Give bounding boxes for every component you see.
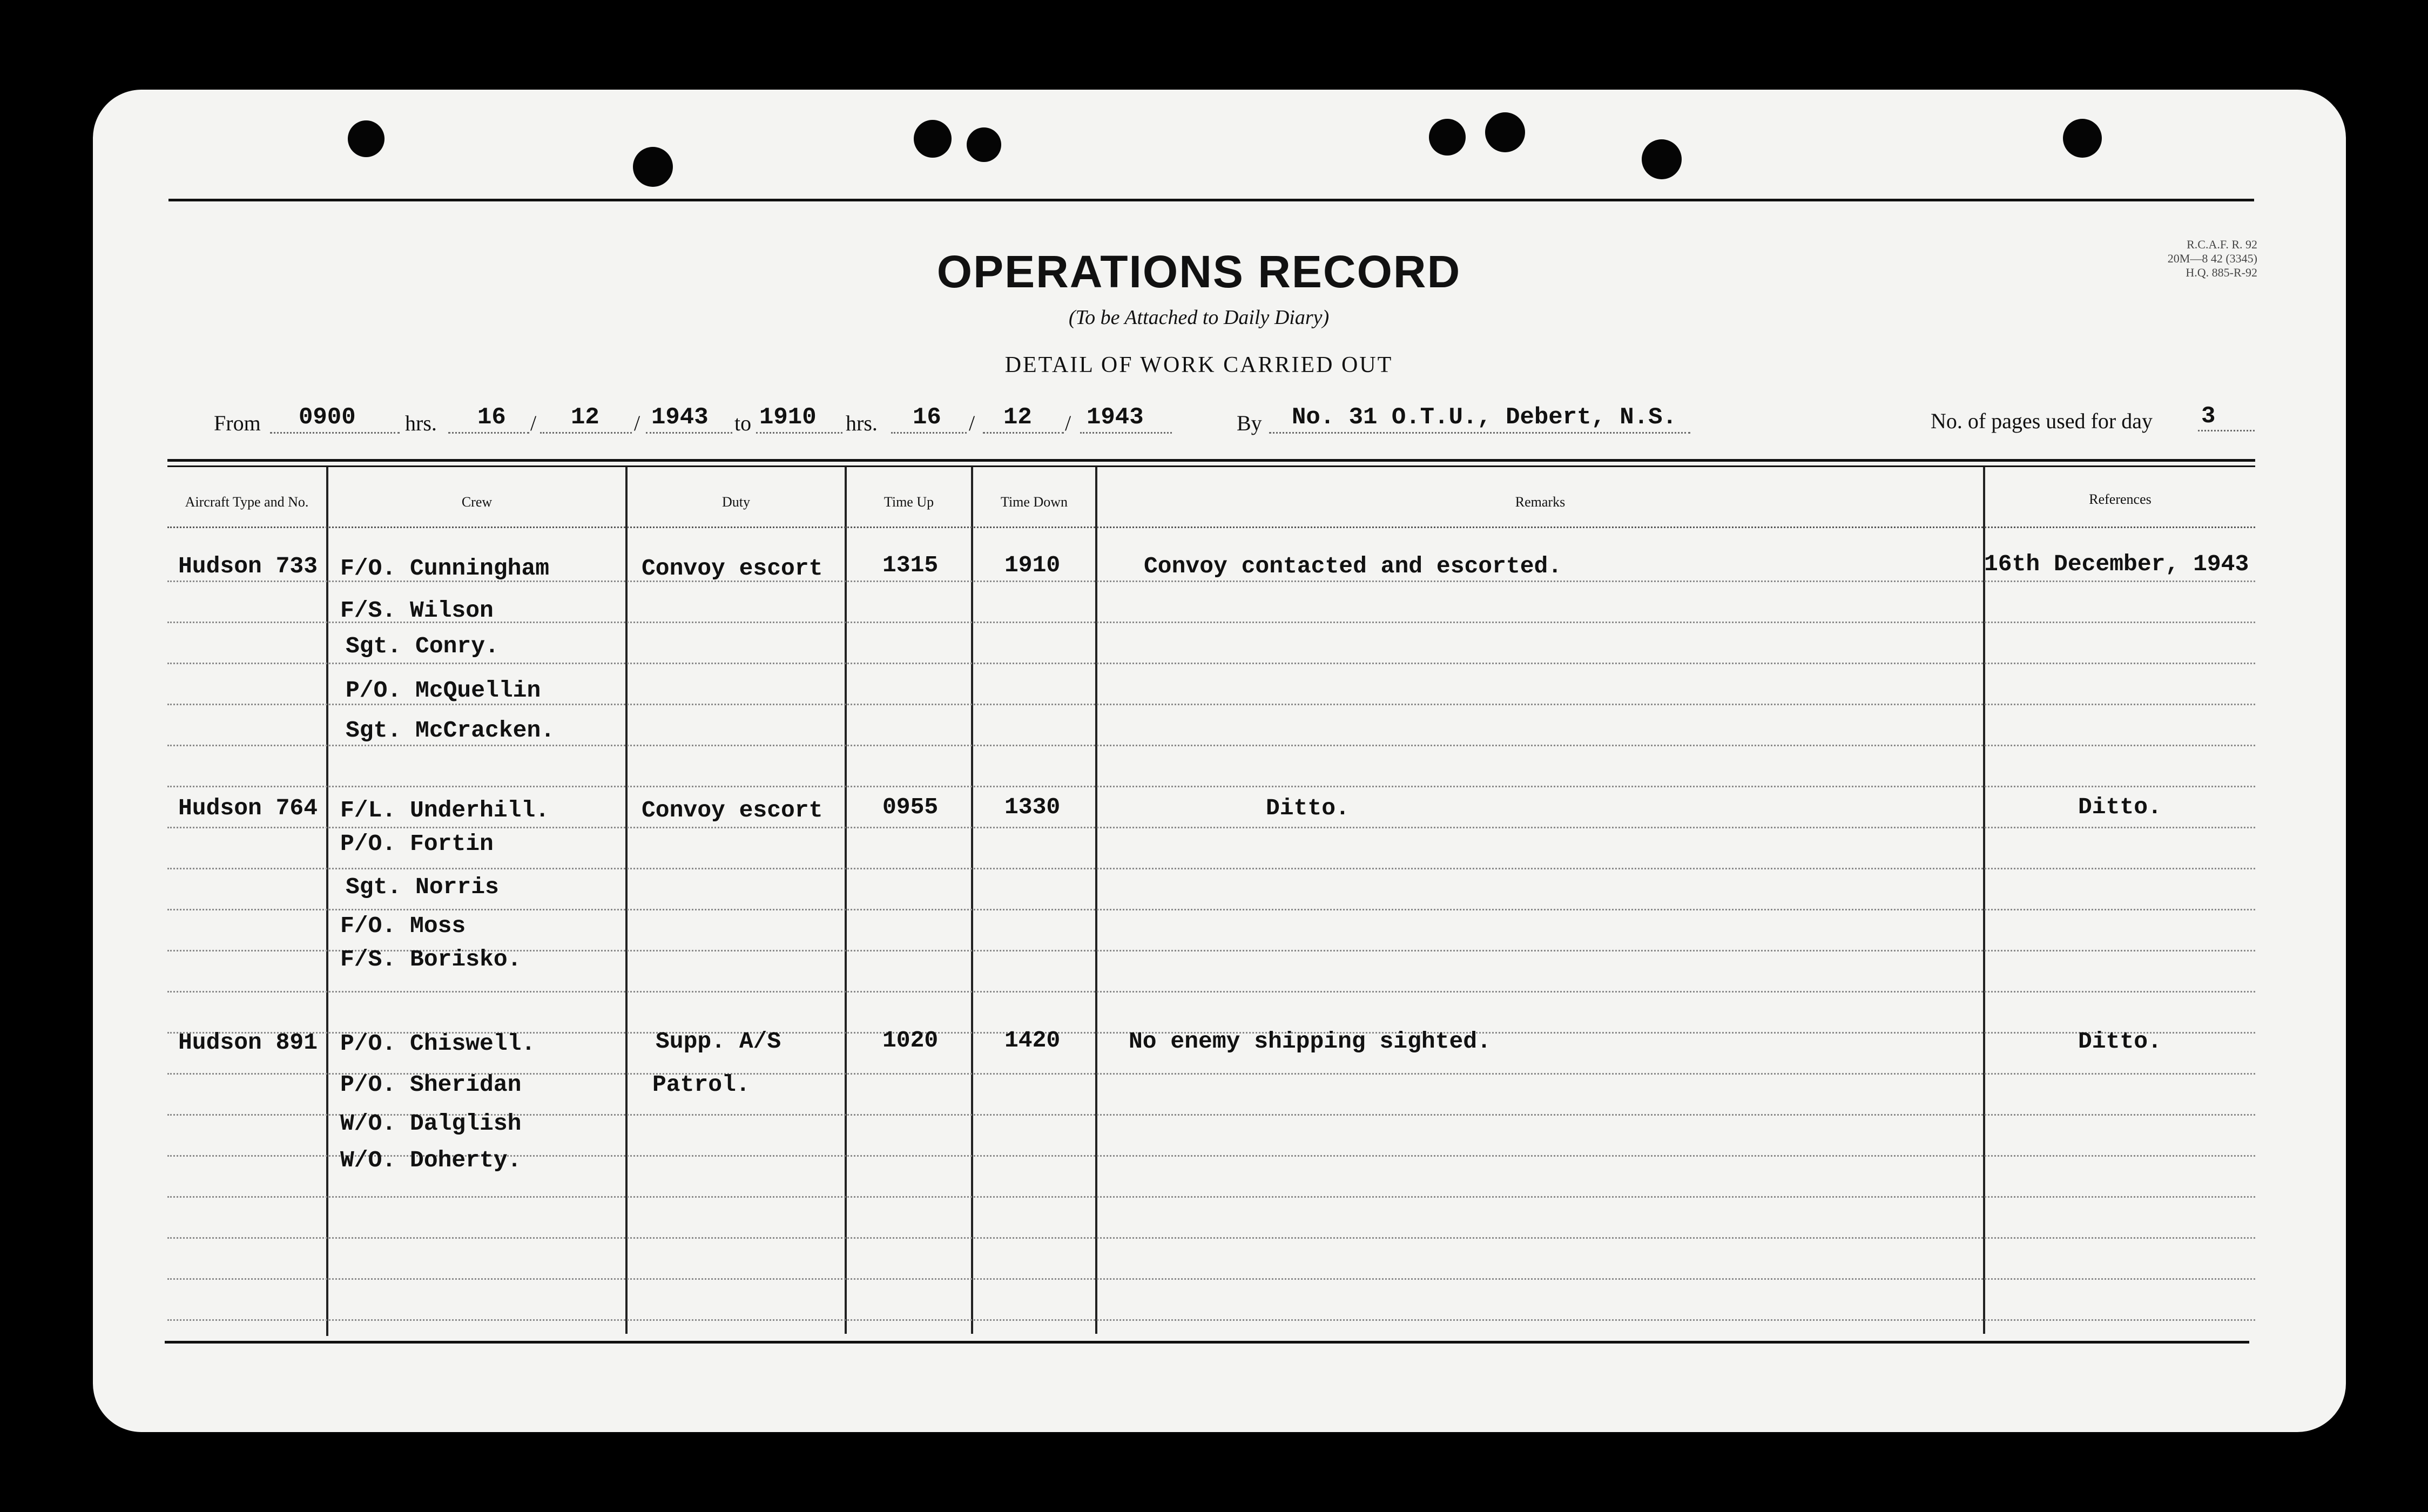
- detail-heading: DETAIL OF WORK CARRIED OUT: [1004, 353, 1393, 377]
- crew-member: F/S. Borisko.: [340, 946, 522, 973]
- crew-member: W/O. Doherty.: [340, 1147, 522, 1173]
- row-guide-line: [167, 827, 2255, 828]
- to-day: 16: [913, 404, 941, 431]
- row-guide-line: [167, 909, 2255, 910]
- time-up-cell: 0955: [882, 794, 939, 820]
- references-cell: Ditto.: [2078, 1028, 2162, 1055]
- crew-member: P/O. McQuellin: [346, 677, 541, 704]
- punch-hole: [1485, 112, 1525, 152]
- to-year: 1943: [1087, 404, 1144, 431]
- crew-member: F/S. Wilson: [340, 597, 494, 624]
- aircraft-cell: Hudson 733: [178, 553, 318, 579]
- col-time-up: Time Up: [883, 494, 934, 510]
- punch-hole: [2063, 119, 2102, 158]
- row-guide-line: [167, 1319, 2255, 1321]
- time-up-cell: 1020: [882, 1027, 939, 1054]
- crew-member: F/O. Moss: [340, 913, 466, 939]
- from-label: From: [214, 411, 261, 435]
- from-time: 0900: [299, 404, 356, 431]
- row-guide-line: [167, 1278, 2255, 1280]
- row-guide-line: [167, 663, 2255, 664]
- references-cell: 16th December, 1943: [1984, 551, 2249, 577]
- hrs-label: hrs.: [405, 411, 437, 435]
- punch-hole: [967, 127, 1001, 162]
- form-subtitle: (To be Attached to Daily Diary): [1068, 306, 1330, 329]
- crew-member: Sgt. Norris: [346, 874, 499, 900]
- punch-hole: [1642, 139, 1682, 179]
- crew-member: P/O. Sheridan: [340, 1071, 522, 1098]
- to-label: to: [734, 411, 752, 435]
- punch-hole: [1429, 119, 1466, 156]
- duty-cell: Convoy escort: [642, 797, 823, 824]
- punch-hole: [914, 120, 952, 158]
- time-down-cell: 1420: [1004, 1027, 1061, 1054]
- table-top-rule-2: [167, 465, 2255, 467]
- to-time: 1910: [759, 404, 817, 431]
- crew-member: W/O. Dalglish: [340, 1110, 522, 1137]
- remarks-cell: Ditto.: [1266, 795, 1350, 821]
- crew-member: Sgt. Conry.: [346, 633, 499, 659]
- table-top-rule: [167, 459, 2255, 462]
- pages-count: 3: [2201, 403, 2216, 430]
- crew-member: P/O. Chiswell.: [340, 1030, 536, 1057]
- remarks-cell: No enemy shipping sighted.: [1129, 1028, 1491, 1055]
- hrs-label-2: hrs.: [846, 411, 878, 435]
- col-aircraft: Aircraft Type and No.: [185, 494, 309, 510]
- aircraft-cell: Hudson 891: [178, 1029, 318, 1056]
- from-year: 1943: [651, 404, 709, 431]
- crew-member: F/O. Cunningham: [340, 555, 550, 582]
- duty-cell: Supp. A/S: [656, 1028, 781, 1055]
- from-month: 12: [571, 404, 599, 431]
- row-guide-line: [167, 991, 2255, 993]
- punch-hole: [348, 120, 385, 157]
- time-up-cell: 1315: [882, 552, 939, 578]
- time-down-cell: 1910: [1004, 552, 1061, 578]
- remarks-cell: Convoy contacted and escorted.: [1144, 553, 1562, 579]
- crew-member: Sgt. McCracken.: [346, 717, 555, 744]
- from-day: 16: [477, 404, 506, 431]
- form-code: R.C.A.F. R. 92 20M—8 42 (3345) H.Q. 885-R-92: [2167, 238, 2257, 279]
- unit-name: No. 31 O.T.U., Debert, N.S.: [1292, 404, 1677, 431]
- duty-cell: Convoy escort: [642, 555, 823, 582]
- duty-cell: Patrol.: [652, 1071, 750, 1098]
- crew-member: F/L. Underhill.: [340, 797, 550, 824]
- form-title: OPERATIONS RECORD: [936, 246, 1461, 297]
- punch-hole: [633, 147, 673, 187]
- table-bottom-rule: [165, 1341, 2249, 1344]
- col-references: References: [2089, 491, 2152, 507]
- by-label: By: [1237, 411, 1262, 435]
- row-guide-line: [167, 786, 2255, 787]
- row-guide-line: [167, 704, 2255, 705]
- col-duty: Duty: [722, 494, 750, 510]
- top-rule: [168, 199, 2254, 201]
- col-crew: Crew: [461, 494, 493, 510]
- pages-label: No. of pages used for day: [1931, 409, 2153, 433]
- crew-member: P/O. Fortin: [340, 831, 494, 857]
- references-cell: Ditto.: [2078, 794, 2162, 820]
- row-guide-line: [167, 1196, 2255, 1198]
- time-down-cell: 1330: [1004, 794, 1061, 820]
- row-guide-line: [167, 745, 2255, 746]
- aircraft-cell: Hudson 764: [178, 795, 318, 821]
- row-guide-line: [167, 1237, 2255, 1239]
- col-time-down: Time Down: [1000, 494, 1068, 510]
- to-month: 12: [1003, 404, 1032, 431]
- row-guide-line: [167, 868, 2255, 869]
- col-remarks: Remarks: [1515, 494, 1566, 510]
